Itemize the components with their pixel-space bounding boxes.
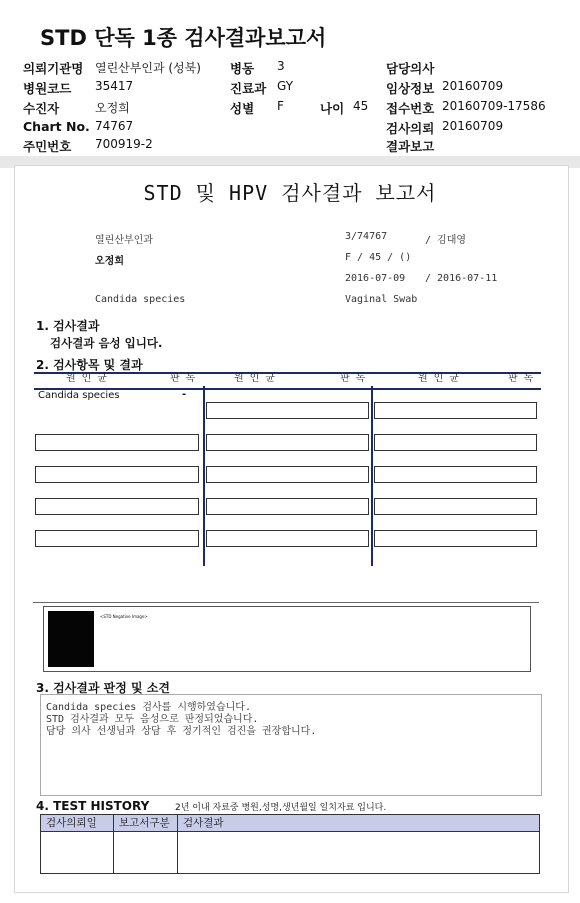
- result-box: [206, 402, 369, 419]
- header-field-value: GY: [277, 79, 294, 93]
- result-box: [35, 434, 199, 451]
- header-field-value: 700919-2: [95, 137, 153, 151]
- header-field-label: Chart No.: [23, 119, 90, 134]
- history-divider: [113, 815, 114, 873]
- result-box: [35, 466, 199, 483]
- header-field-label: 병원코드: [23, 81, 72, 96]
- header-field-label: 병동: [230, 61, 255, 76]
- header-field-label: 결과보고: [386, 139, 435, 154]
- header-field-value: 45: [353, 99, 369, 113]
- history-col-header: 검사의뢰일: [46, 817, 97, 829]
- header-field-label: 담당의사: [386, 61, 435, 76]
- header-field-label: 주민번호: [23, 139, 72, 154]
- header-field-label: 나이: [320, 101, 345, 116]
- history-table-header: [41, 815, 539, 832]
- separator-line: [33, 602, 539, 603]
- info-sex-age: F / 45 / (): [345, 252, 412, 263]
- comment-line: Candida species 검사를 시행하였습니다.: [46, 702, 251, 713]
- history-col-header: 검사결과: [183, 817, 224, 829]
- info-specimen: Vaginal Swab: [345, 294, 418, 305]
- first-item-value: -: [182, 389, 187, 400]
- column-header-reading: 판 독: [508, 373, 534, 384]
- header-field-value: 74767: [95, 119, 134, 133]
- history-divider: [177, 815, 178, 873]
- result-box: [374, 498, 537, 515]
- header-field-label: 진료과: [230, 81, 267, 96]
- column-header-reading: 판 독: [170, 373, 196, 384]
- header-field-label: 성별: [230, 101, 255, 116]
- results-divider: [203, 386, 205, 566]
- header-field-label: 검사의뢰: [386, 121, 435, 136]
- result-box: [374, 466, 537, 483]
- report-title: STD 및 HPV 검사결과 보고서: [143, 181, 437, 205]
- result-box: [374, 434, 537, 451]
- header-field-label: 접수번호: [386, 101, 435, 116]
- header-field-value: 20160709: [442, 119, 504, 133]
- report-header-title: STD 단독 1종 검사결과보고서: [40, 26, 327, 50]
- info-date2: / 2016-07-11: [425, 273, 498, 284]
- info-date1: 2016-07-09: [345, 273, 406, 284]
- comment-line: STD 검사결과 모두 음성으로 판정되었습니다.: [46, 714, 259, 725]
- result-box: [206, 434, 369, 451]
- section2-heading: 2. 검사항목 및 결과: [36, 358, 143, 372]
- result-box: [374, 402, 537, 419]
- history-table: [40, 814, 540, 874]
- results-header-bar: [34, 372, 541, 390]
- info-chart: 3/74767: [345, 231, 388, 242]
- info-doctor: / 김대영: [425, 235, 467, 246]
- header-field-label: 임상정보: [386, 81, 435, 96]
- header-field-label: 의뢰기관명: [23, 61, 84, 76]
- result-box: [35, 530, 199, 547]
- section1-heading: 1. 검사결과: [36, 319, 100, 333]
- section3-heading: 3. 검사결과 판정 및 소견: [36, 681, 170, 695]
- info-hospital: 열린산부인과: [95, 235, 153, 246]
- info-test-name: Candida species: [95, 294, 186, 305]
- history-col-header: 보고서구분: [119, 817, 170, 829]
- section1-text: 검사결과 음성 입니다.: [50, 336, 163, 350]
- negative-image-panel: [43, 606, 531, 672]
- header-field-value: 35417: [95, 79, 134, 93]
- header-field-label: 수진자: [23, 101, 60, 116]
- history-note: 2년 이내 자료중 병원,성명,생년월일 일치자료 입니다.: [175, 803, 387, 813]
- info-patient: 오정희: [95, 256, 124, 267]
- header-field-value: 열린산부인과 (성북): [95, 61, 201, 75]
- column-header-reading: 판 독: [340, 373, 366, 384]
- column-header-organism: 원 인 균: [66, 373, 108, 384]
- result-box: [206, 466, 369, 483]
- comment-line: 담당 의사 선생님과 상담 후 정기적인 검진을 권장합니다.: [46, 726, 317, 737]
- column-header-organism: 원 인 균: [234, 373, 276, 384]
- header-field-value: 오정희: [95, 101, 130, 115]
- header-field-value: 20160709: [442, 79, 504, 93]
- first-item-label: Candida species: [38, 390, 120, 401]
- header-field-value: 20160709-17586: [442, 99, 546, 113]
- image-caption: <STD Negative Image>: [100, 614, 148, 619]
- result-box: [206, 498, 369, 515]
- result-box: [35, 498, 199, 515]
- gel-image: [48, 611, 94, 667]
- header-field-value: F: [277, 99, 284, 113]
- section4-heading: 4. TEST HISTORY: [36, 799, 150, 813]
- column-header-organism: 원 인 균: [418, 373, 460, 384]
- header-field-value: 3: [277, 59, 285, 73]
- result-box: [206, 530, 369, 547]
- results-divider: [371, 386, 373, 566]
- result-box: [374, 530, 537, 547]
